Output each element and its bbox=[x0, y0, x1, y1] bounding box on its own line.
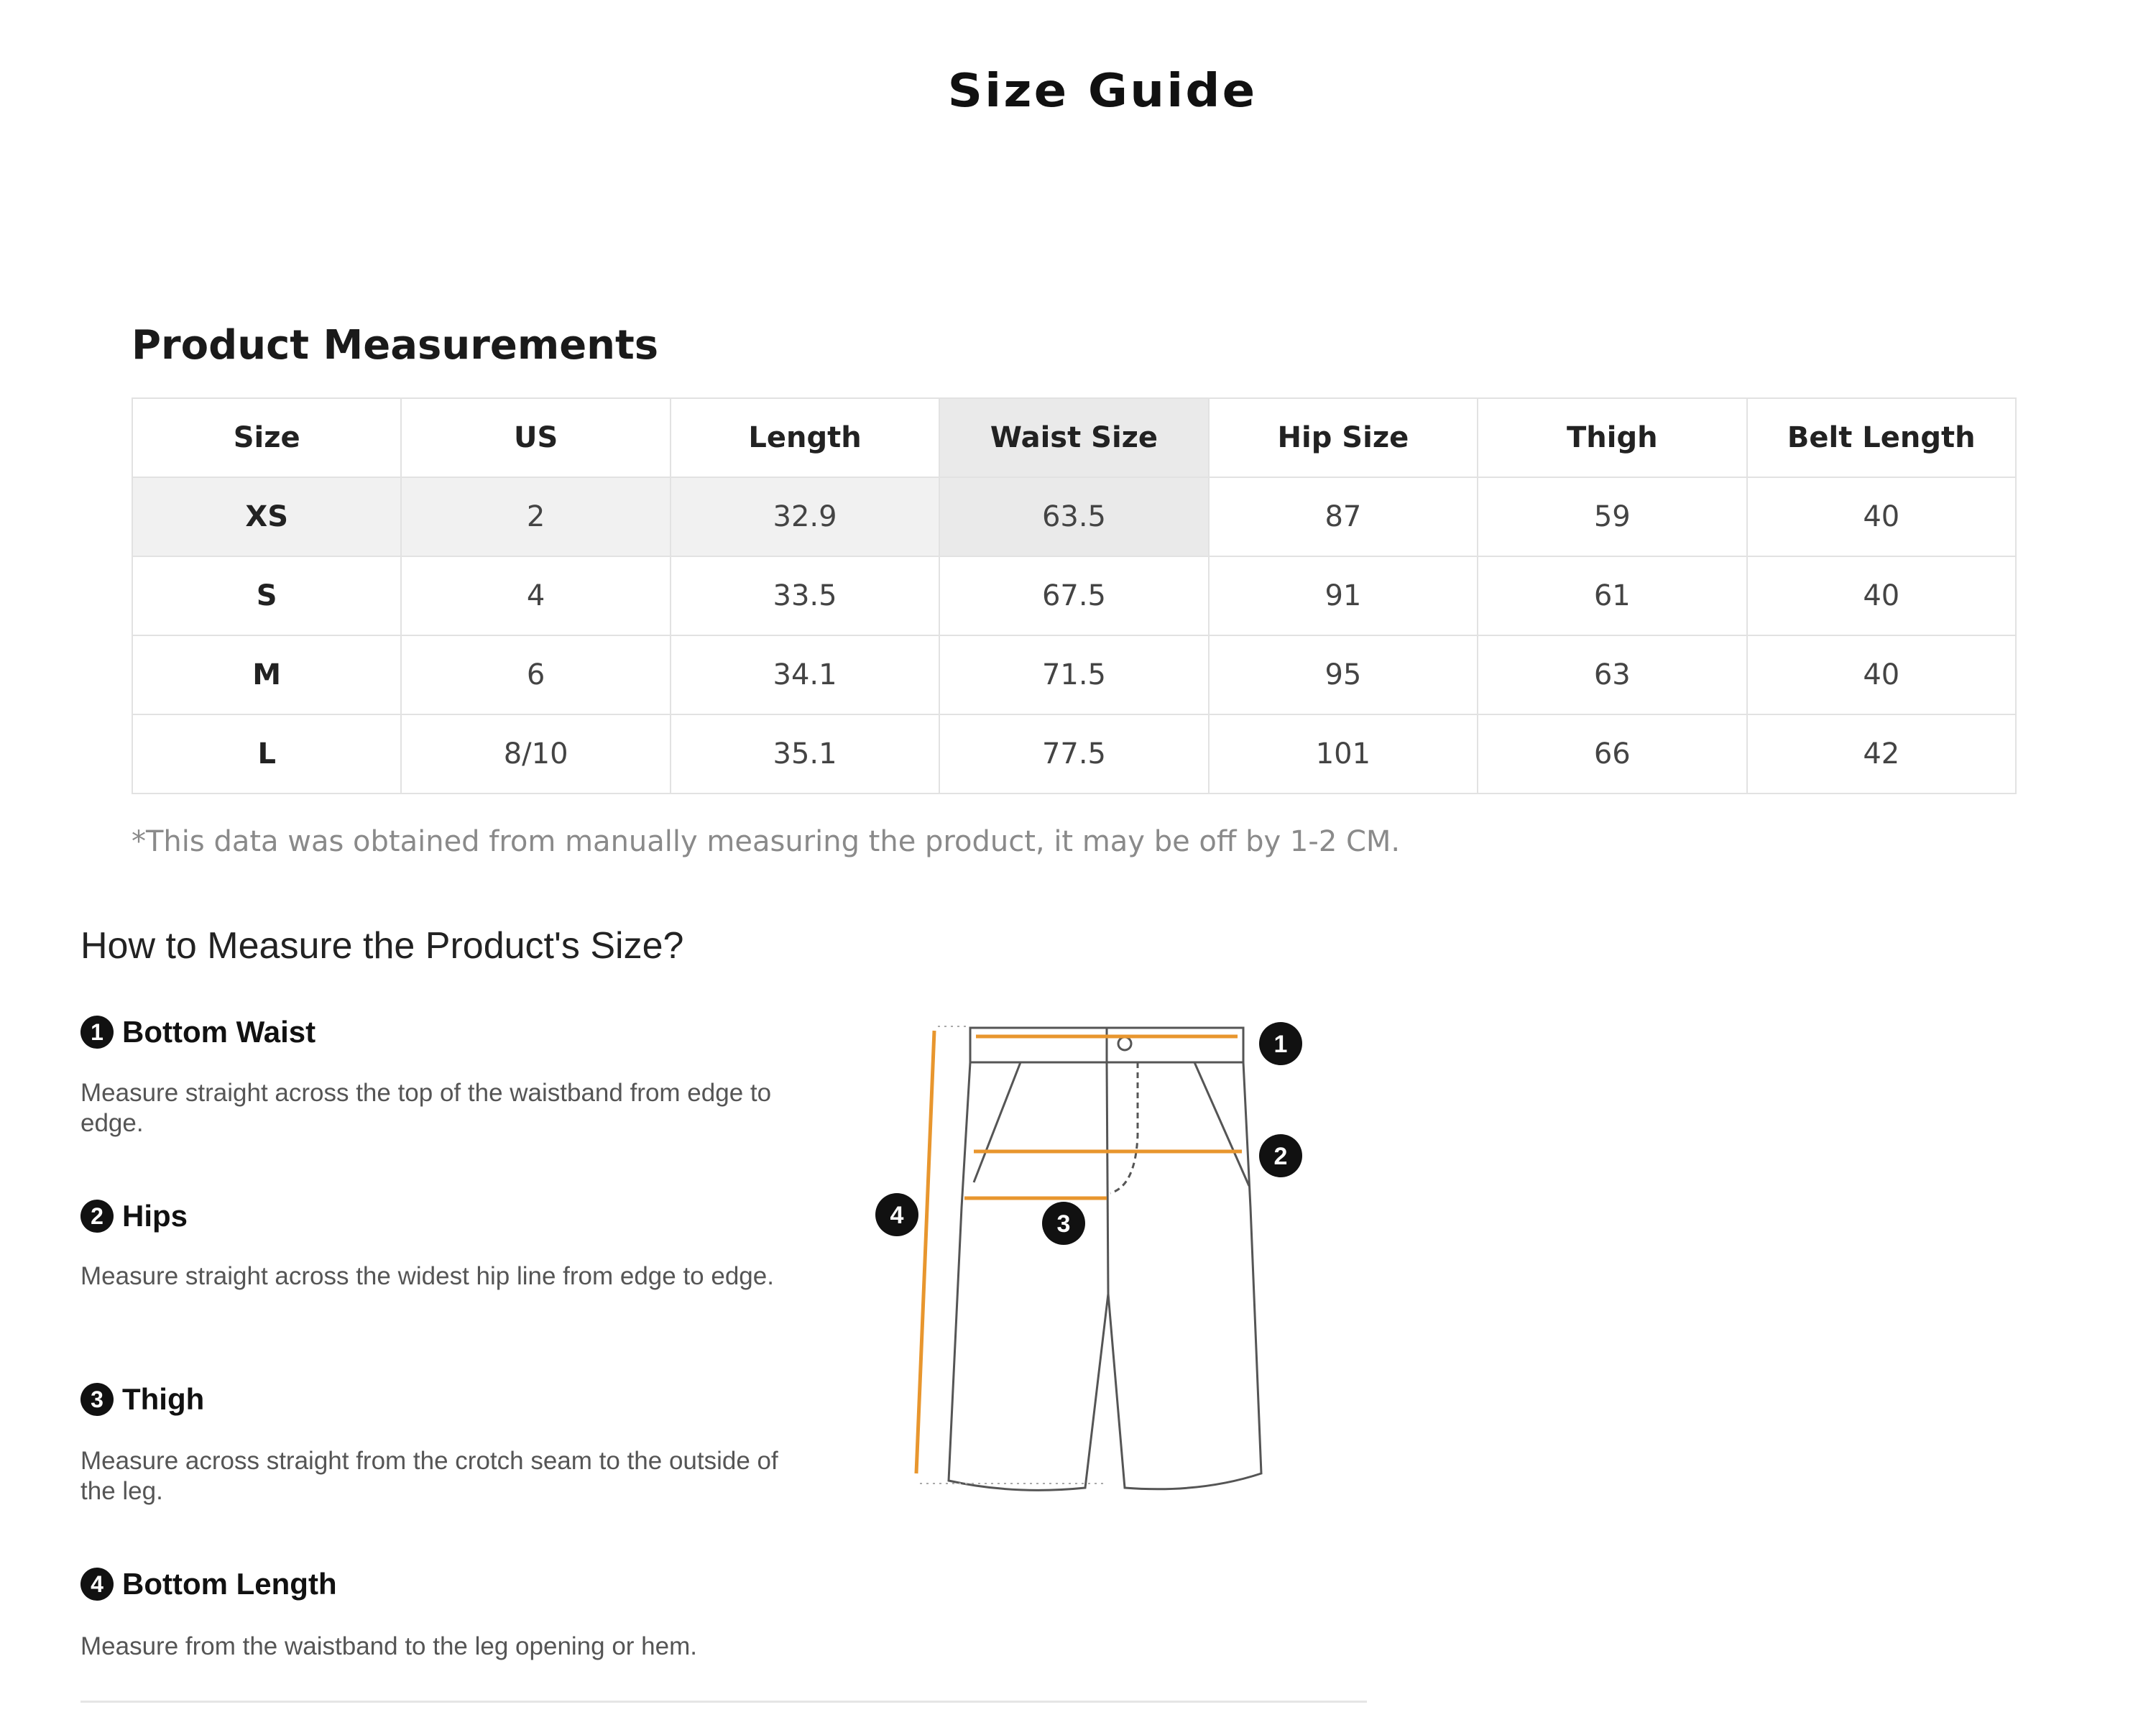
step-title: Hips bbox=[122, 1199, 188, 1233]
table-cell: 91 bbox=[1209, 556, 1478, 635]
table-cell: M bbox=[132, 635, 401, 714]
table-cell: 95 bbox=[1209, 635, 1478, 714]
table-cell: XS bbox=[132, 477, 401, 556]
table-row bbox=[132, 714, 2016, 794]
table-cell: 2 bbox=[401, 477, 670, 556]
bottom-divider bbox=[80, 1701, 1367, 1703]
size-table bbox=[132, 397, 2017, 794]
table-cell: 63.5 bbox=[939, 477, 1208, 556]
table-cell: 4 bbox=[401, 556, 670, 635]
table-cell: 40 bbox=[1747, 556, 2016, 635]
marker-4-icon bbox=[875, 1193, 918, 1236]
marker-3-icon bbox=[1042, 1202, 1085, 1245]
header-hip-size: Hip Size bbox=[1209, 398, 1478, 477]
svg-text:3: 3 bbox=[1056, 1210, 1071, 1238]
page-title: Size Guide bbox=[947, 65, 1258, 118]
table-cell: 34.1 bbox=[671, 635, 939, 714]
measurement-lines bbox=[916, 1031, 1242, 1473]
table-cell: 87 bbox=[1209, 477, 1478, 556]
header-us: US bbox=[401, 398, 670, 477]
table-cell: 33.5 bbox=[671, 556, 939, 635]
button-icon bbox=[1118, 1037, 1131, 1050]
how-to-measure-title: How to Measure the Product's Size? bbox=[80, 925, 684, 967]
step-bottom-waist-heading bbox=[80, 1015, 315, 1049]
table-cell: 67.5 bbox=[939, 556, 1208, 635]
table-cell: 8/10 bbox=[401, 714, 670, 794]
table-cell: 32.9 bbox=[671, 477, 939, 556]
table-cell: 77.5 bbox=[939, 714, 1208, 794]
step-number-badge: 3 bbox=[80, 1383, 114, 1416]
svg-text:2: 2 bbox=[1273, 1143, 1288, 1170]
table-cell: 101 bbox=[1209, 714, 1478, 794]
table-row bbox=[132, 556, 2016, 635]
header-length: Length bbox=[671, 398, 939, 477]
header-thigh: Thigh bbox=[1478, 398, 1746, 477]
step-description: Measure across straight from the crotch seam to the outside of the leg. bbox=[80, 1447, 778, 1505]
step-number-badge: 4 bbox=[80, 1568, 114, 1601]
marker-2-icon bbox=[1259, 1134, 1302, 1177]
table-cell: 6 bbox=[401, 635, 670, 714]
table-cell: 35.1 bbox=[671, 714, 939, 794]
table-cell: 40 bbox=[1747, 635, 2016, 714]
table-cell: 42 bbox=[1747, 714, 2016, 794]
step-bottom-length-heading bbox=[80, 1567, 337, 1601]
step-title: Bottom Length bbox=[122, 1567, 337, 1601]
table-cell: 66 bbox=[1478, 714, 1746, 794]
measurement-note: *This data was obtained from manually measuring the product, it may be off by 1-2 CM. bbox=[132, 825, 1401, 858]
table-cell: 61 bbox=[1478, 556, 1746, 635]
header-waist-size: Waist Size bbox=[939, 398, 1208, 477]
step-number-badge: 1 bbox=[80, 1016, 114, 1049]
table-row bbox=[132, 635, 2016, 714]
section-title: Product Measurements bbox=[132, 322, 659, 369]
table-cell: L bbox=[132, 714, 401, 794]
table-cell: 71.5 bbox=[939, 635, 1208, 714]
table-cell: 40 bbox=[1747, 477, 2016, 556]
table-cell: S bbox=[132, 556, 401, 635]
table-cell: 59 bbox=[1478, 477, 1746, 556]
length-measure-line bbox=[916, 1031, 934, 1473]
marker-1-icon bbox=[1259, 1022, 1302, 1065]
step-title: Bottom Waist bbox=[122, 1015, 316, 1049]
step-hips-heading bbox=[80, 1199, 188, 1233]
header-belt-length: Belt Length bbox=[1747, 398, 2016, 477]
svg-text:1: 1 bbox=[1273, 1031, 1288, 1058]
header-size: Size bbox=[132, 398, 401, 477]
table-header-row bbox=[132, 398, 2016, 477]
table-cell: 63 bbox=[1478, 635, 1746, 714]
step-thigh-heading bbox=[80, 1382, 204, 1417]
step-title: Thigh bbox=[122, 1382, 205, 1416]
step-description: Measure straight across the top of the waistband from edge to edge. bbox=[80, 1079, 772, 1137]
svg-text:4: 4 bbox=[890, 1202, 904, 1229]
step-description: Measure straight across the widest hip line from edge to edge. bbox=[80, 1262, 774, 1290]
table-row bbox=[132, 477, 2016, 556]
step-number-badge: 2 bbox=[80, 1200, 114, 1233]
pants-diagram-icon bbox=[841, 1006, 1330, 1495]
step-description: Measure from the waistband to the leg opening or hem. bbox=[80, 1632, 697, 1660]
